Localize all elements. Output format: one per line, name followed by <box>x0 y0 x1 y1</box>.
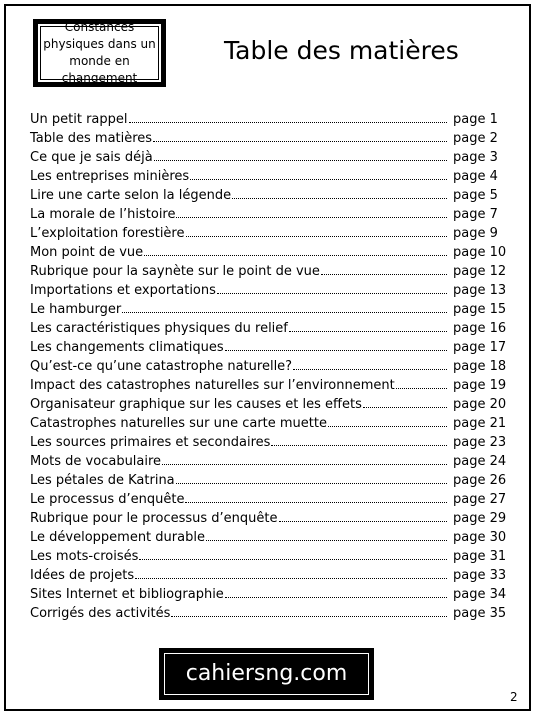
toc-entry-page: page 2 <box>453 131 498 146</box>
toc-entry-page: page 20 <box>453 397 507 412</box>
toc-entry-title: Qu’est-ce qu’une catastrophe naturelle? <box>30 359 293 374</box>
page-number: 2 <box>510 690 518 704</box>
toc-entry-page: page 31 <box>453 549 507 564</box>
toc-leader-dots <box>271 444 447 446</box>
toc-entry-page: page 24 <box>453 454 507 469</box>
toc-entry-page: page 1 <box>453 112 498 127</box>
toc-entry-page: page 29 <box>453 511 507 526</box>
toc-entry-page: page 21 <box>453 416 507 431</box>
toc-entry-title: Les pétales de Katrina <box>30 473 175 488</box>
toc-entry <box>30 319 505 338</box>
toc-leader-dots <box>144 254 447 256</box>
toc-leader-dots <box>122 311 447 313</box>
toc-entry-title: Table des matières <box>30 131 153 146</box>
toc-entry <box>30 471 505 490</box>
toc-entry-title: Corrigés des activités <box>30 606 171 621</box>
toc-entry <box>30 376 505 395</box>
toc-entry-page: page 34 <box>453 587 507 602</box>
toc-entry-page: page 33 <box>453 568 507 583</box>
toc-leader-dots <box>363 406 447 408</box>
toc-entry <box>30 547 505 566</box>
toc-leader-dots <box>129 121 448 123</box>
toc-entry-page: page 12 <box>453 264 507 279</box>
toc-entry-page: page 26 <box>453 473 507 488</box>
toc-leader-dots <box>321 273 447 275</box>
toc-entry-page: page 4 <box>453 169 498 184</box>
toc-leader-dots <box>176 482 447 484</box>
toc-leader-dots <box>135 577 447 579</box>
toc-entry-title: Un petit rappel <box>30 112 128 127</box>
toc-entry-title: Organisateur graphique sur les causes et les effets <box>30 397 362 412</box>
toc-leader-dots <box>232 197 447 199</box>
toc-entry-page: page 10 <box>453 245 507 260</box>
toc-leader-dots <box>206 539 447 541</box>
toc-entry-page: page 35 <box>453 606 507 621</box>
toc-leader-dots <box>185 501 447 503</box>
toc-entry <box>30 414 505 433</box>
toc-leader-dots <box>289 330 447 332</box>
table-of-contents <box>30 110 505 623</box>
toc-leader-dots <box>186 235 448 237</box>
toc-leader-dots <box>328 425 447 427</box>
toc-entry <box>30 338 505 357</box>
toc-entry-title: Les entreprises minières <box>30 169 190 184</box>
toc-entry-title: Les changements climatiques <box>30 340 224 355</box>
toc-entry <box>30 585 505 604</box>
toc-entry-title: Mon point de vue <box>30 245 144 260</box>
toc-entry <box>30 490 505 509</box>
toc-entry-title: Idées de projets <box>30 568 135 583</box>
toc-entry-page: page 3 <box>453 150 498 165</box>
toc-leader-dots <box>139 558 447 560</box>
toc-leader-dots <box>225 349 447 351</box>
toc-entry-title: Impact des catastrophes naturelles sur l’environnement <box>30 378 395 393</box>
toc-entry-page: page 5 <box>453 188 498 203</box>
toc-leader-dots <box>217 292 447 294</box>
toc-entry-title: L’exploitation forestière <box>30 226 185 241</box>
toc-entry-title: Mots de vocabulaire <box>30 454 162 469</box>
toc-entry <box>30 167 505 186</box>
toc-entry <box>30 224 505 243</box>
website-logo-inner-border <box>164 653 369 695</box>
toc-entry-page: page 9 <box>453 226 498 241</box>
toc-entry <box>30 528 505 547</box>
toc-leader-dots <box>154 159 447 161</box>
toc-entry-page: page 15 <box>453 302 507 317</box>
toc-entry-title: Le processus d’enquête <box>30 492 185 507</box>
toc-entry <box>30 186 505 205</box>
toc-entry <box>30 452 505 471</box>
toc-entry-title: Rubrique pour la saynète sur le point de vue <box>30 264 320 279</box>
toc-entry <box>30 129 505 148</box>
toc-entry <box>30 300 505 319</box>
toc-entry-page: page 27 <box>453 492 507 507</box>
toc-leader-dots <box>293 368 447 370</box>
toc-entry-title: Ce que je sais déjà <box>30 150 153 165</box>
toc-entry-page: page 16 <box>453 321 507 336</box>
toc-leader-dots <box>153 140 447 142</box>
toc-entry <box>30 281 505 300</box>
toc-entry <box>30 604 505 623</box>
toc-entry-title: Les caractéristiques physiques du relief <box>30 321 288 336</box>
toc-entry <box>30 357 505 376</box>
toc-entry <box>30 433 505 452</box>
toc-entry-title: Importations et exportations <box>30 283 216 298</box>
website-name: cahiersng.com <box>185 661 348 686</box>
toc-entry-page: page 30 <box>453 530 507 545</box>
toc-entry <box>30 395 505 414</box>
toc-leader-dots <box>162 463 447 465</box>
toc-entry-page: page 13 <box>453 283 507 298</box>
toc-leader-dots <box>225 596 447 598</box>
toc-leader-dots <box>279 520 448 522</box>
toc-entry-page: page 23 <box>453 435 507 450</box>
toc-entry <box>30 566 505 585</box>
toc-entry <box>30 262 505 281</box>
toc-entry-title: Le hamburger <box>30 302 122 317</box>
series-title: Constances physiques dans un monde en changement <box>43 20 156 85</box>
toc-entry-title: Sites Internet et bibliographie <box>30 587 224 602</box>
toc-entry-title: Le développement durable <box>30 530 205 545</box>
toc-leader-dots <box>171 615 447 617</box>
toc-entry-title: Rubrique pour le processus d’enquête <box>30 511 278 526</box>
toc-entry-title: La morale de l’histoire <box>30 207 176 222</box>
toc-entry-title: Lire une carte selon la légende <box>30 188 232 203</box>
toc-leader-dots <box>396 387 447 389</box>
website-logo-box <box>159 648 374 700</box>
toc-leader-dots <box>176 216 447 218</box>
page-title: Table des matières <box>224 36 459 65</box>
toc-leader-dots <box>190 178 447 180</box>
toc-entry-page: page 19 <box>453 378 507 393</box>
toc-entry <box>30 243 505 262</box>
toc-entry-title: Les sources primaires et secondaires <box>30 435 271 450</box>
toc-entry-title: Les mots-croisés <box>30 549 139 564</box>
toc-entry-page: page 7 <box>453 207 498 222</box>
toc-entry-page: page 17 <box>453 340 507 355</box>
toc-entry <box>30 509 505 528</box>
toc-entry <box>30 205 505 224</box>
toc-entry-title: Catastrophes naturelles sur une carte muette <box>30 416 327 431</box>
series-title-box <box>33 19 166 87</box>
toc-entry <box>30 110 505 129</box>
toc-entry <box>30 148 505 167</box>
toc-entry-page: page 18 <box>453 359 507 374</box>
